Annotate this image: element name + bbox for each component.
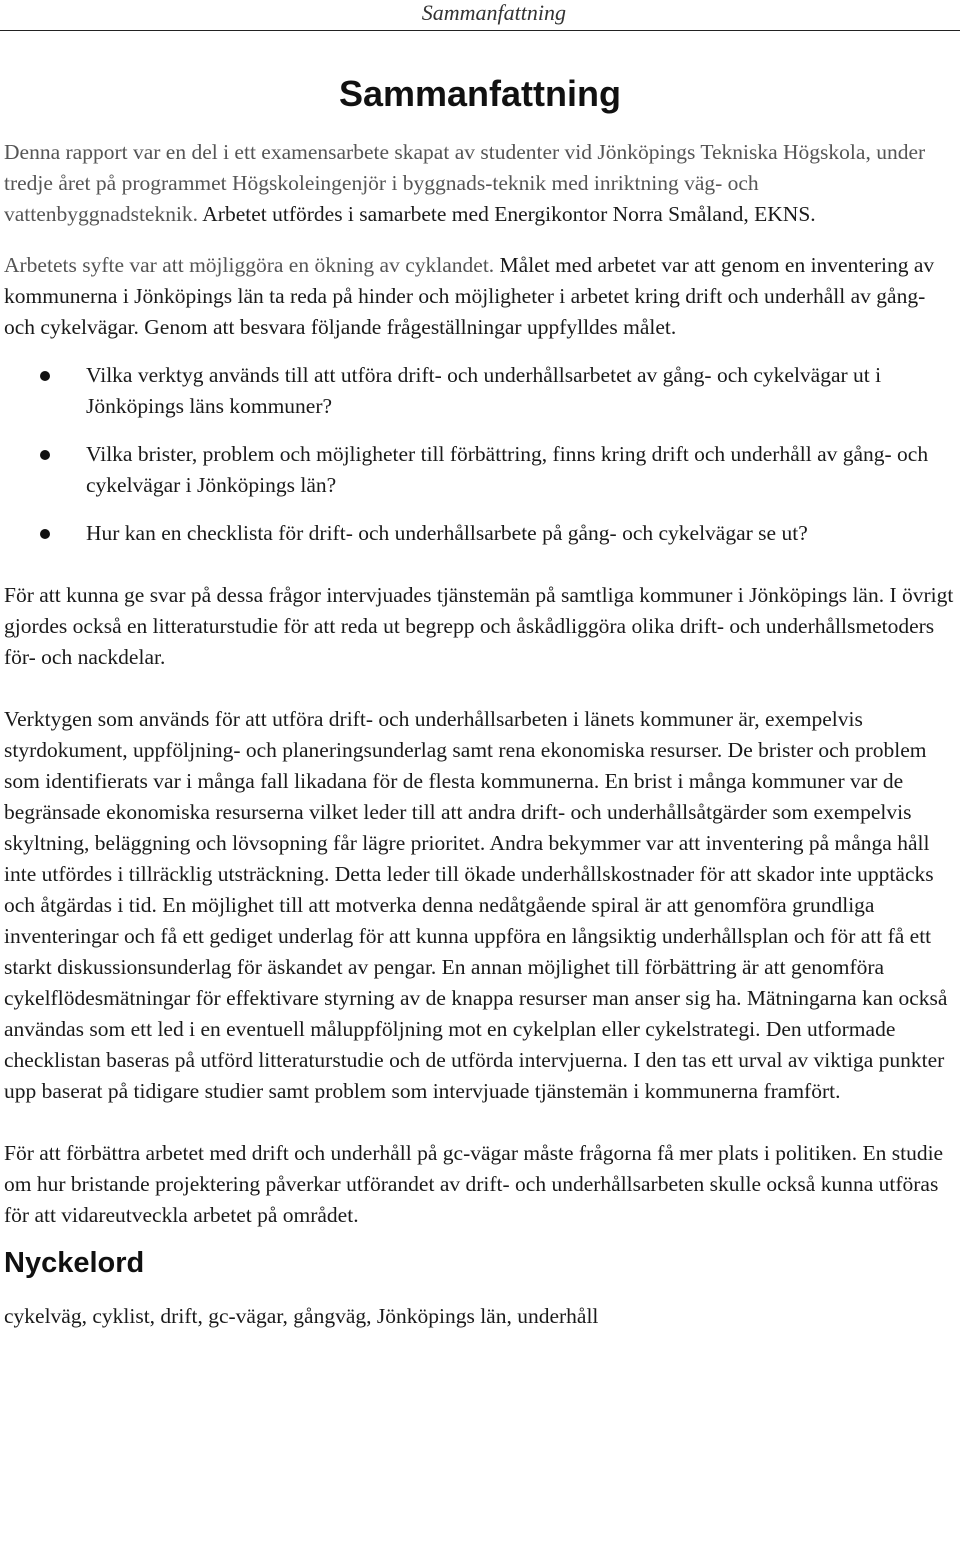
document-body bbox=[4, 137, 956, 1332]
keywords-heading: Nyckelord bbox=[4, 1247, 145, 1279]
question-list bbox=[4, 360, 956, 549]
header-rule bbox=[0, 30, 960, 31]
paragraph-results: Verktygen som används för att utföra drift- och underhållsarbeten i länets kommuner är, exempelvis styrdokument, uppföljning- och planeringsunderlag samt rena ekonomiska resurser. De brister och problem som identifierats var i många fall likadana för de flesta kommunerna. En brist i många kommuner var de begränsade ekonomiska resurserna vilket leder till att andra drift- och underhållsåtgärder som exempelvis skyltning, beläggning och lövsopning får lägre prioritet. Andra bekymmer var att inventering på många håll inte utfördes i tillräcklig utsträckning. Detta leder till ökade underhållskostnader för att skador inte upptäcks och åtgärdas i tid. En möjlighet till att motverka denna nedåtgående spiral är att genomföra grundliga inventeringar och få ett gediget underlag för att kunna uppföra en långsiktig underhållsplan och för att få ett starkt diskussionsunderlag för äskandet av pengar. En annan möjlighet till förbättring är att genomföra cykelflödesmätningar för effektivare styrning av de knappa resurser man anser sig ha. Mätningarna kan också användas som ett led i en eventuell måluppföljning mot en cykelplan eller cykelstrategi. Den utformade checklistan baseras på utförd litteraturstudie och de utförda intervjuerna. I den tas ett urval av viktiga punkter upp baserat på tidigare studier samt problem som intervjuade tjänstemän i kommunerna framfört. bbox=[4, 707, 948, 1103]
paragraph-method: För att kunna ge svar på dessa frågor intervjuades tjänstemän på samtliga kommuner i Jönköpings län. I övrigt gjordes också en litteraturstudie för att reda ut begrepp och åskådliggöra olika drift- och underhållsmetoders för- och nackdelar. bbox=[4, 583, 954, 669]
question-text: Hur kan en checklista för drift- och underhållsarbete på gång- och cykelvägar se ut? bbox=[86, 521, 808, 545]
list-item bbox=[4, 439, 956, 501]
paragraph-intro bbox=[4, 137, 956, 230]
list-item bbox=[4, 360, 956, 422]
question-text: Vilka verktyg används till att utföra drift- och underhållsarbetet av gång- och cykelvägar ut i Jönköpings läns kommuner? bbox=[86, 363, 882, 418]
paragraph-conclusion: För att förbättra arbetet med drift och underhåll på gc-vägar måste frågorna få mer plats i politiken. En studie om hur bristande projektering påverkar utförandet av drift- och underhållsarbeten skulle också kunna utföras för att vidareutveckla arbetet på området. bbox=[4, 1141, 944, 1227]
bullet-icon bbox=[40, 529, 50, 539]
question-text: Vilka brister, problem och möjligheter till förbättring, finns kring drift och underhåll av gång- och cykelvägar i Jönköpings län? bbox=[86, 442, 929, 497]
bullet-icon bbox=[40, 450, 50, 460]
paragraph-intro-part2: Arbetet utfördes i samarbete med Energikontor Norra Småland, EKNS. bbox=[202, 202, 816, 226]
paragraph-purpose-part1: Arbetets syfte var att möjliggöra en ökning av cyklandet. bbox=[4, 253, 495, 277]
keywords-list: cykelväg, cyklist, drift, gc-vägar, gångväg, Jönköpings län, underhåll bbox=[4, 1304, 599, 1328]
paragraph-purpose-part2: Målet med arbetet var att genom en inventering av kommunerna i Jönköpings län ta reda på hinder och möjligheter i arbetet kring drift och underhåll av gång- och cykelvägar. Genom att besvara följande frågeställningar uppfylldes målet. bbox=[4, 253, 935, 339]
paragraph-intro-part1: Denna rapport var en del i ett examensarbete skapat av studenter vid Jönköpings Tekniska Högskola, under tredje året på programmet Högskoleingenjör i byggnads-teknik med inriktning väg- och vattenbyggnadsteknik. bbox=[4, 140, 926, 226]
paragraph-purpose bbox=[4, 250, 956, 343]
running-header: Sammanfattning bbox=[421, 0, 566, 25]
page-title: Sammanfattning bbox=[338, 73, 622, 114]
bullet-icon bbox=[40, 371, 50, 381]
list-item bbox=[4, 518, 956, 549]
